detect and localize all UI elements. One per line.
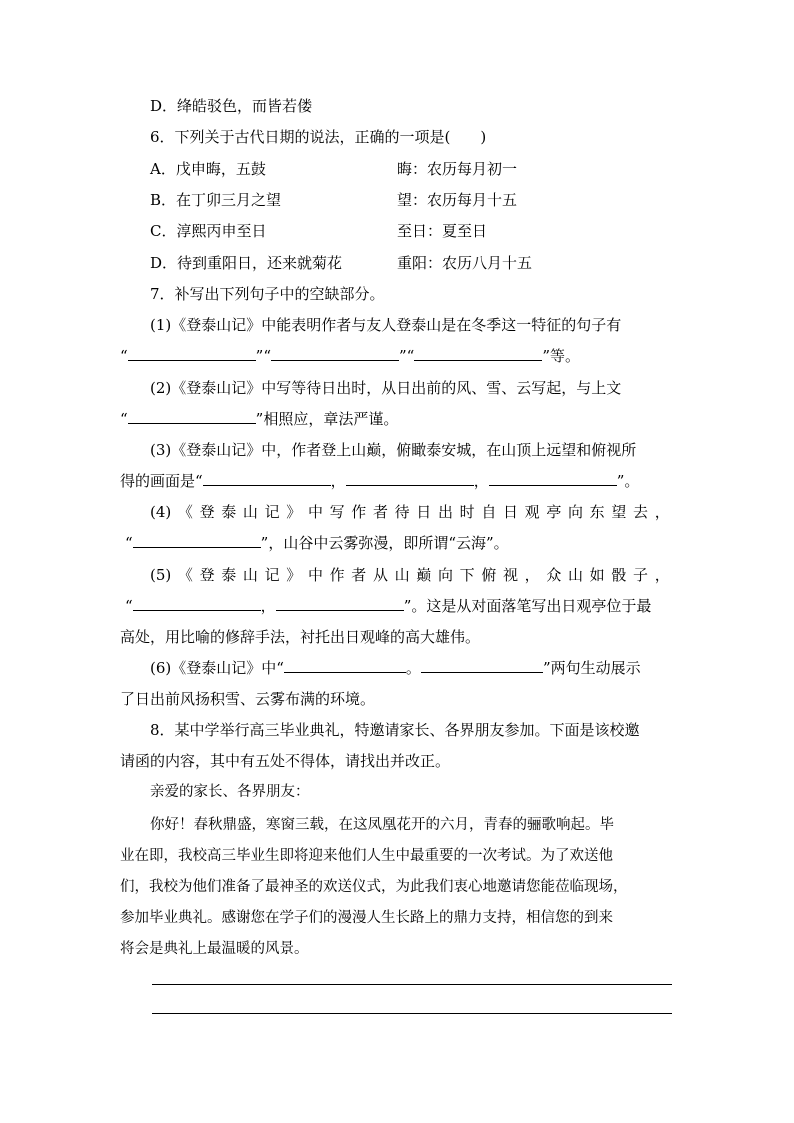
answer-blank[interactable] (276, 595, 404, 611)
char: 向 (437, 566, 453, 584)
q8-stem-line1: 8．某中学举行高三毕业典礼，特邀请家长、各界朋友参加。下面是该校邀 (150, 721, 640, 739)
q6-option-c-note: 至日：夏至日 (397, 222, 488, 240)
period: 。 (405, 659, 421, 677)
char: 下 (459, 566, 475, 584)
char: 亭 (546, 503, 562, 521)
char: 巅 (416, 566, 432, 584)
char: 山 (394, 566, 410, 584)
answer-blank[interactable] (203, 470, 331, 486)
q6-stem: 6．下列关于古代日期的说法，正确的一项是( ) (150, 128, 487, 146)
quote-close: ”相照应，章法严谨。 (255, 410, 399, 428)
q6-option-d: D．待到重阳日，还来就菊花 (150, 254, 343, 272)
char: 如 (589, 566, 605, 584)
answer-line[interactable] (152, 984, 672, 985)
char: 望 (611, 503, 627, 521)
char: 出 (437, 503, 453, 521)
answer-blank[interactable] (414, 345, 542, 361)
char: (4) (150, 503, 172, 521)
char: 骰 (611, 566, 627, 584)
q7-s1-line2 (120, 345, 580, 367)
comma: ， (260, 597, 276, 615)
char: 》 (286, 566, 302, 584)
char: 众 (546, 566, 562, 584)
quote-close: ”。 (616, 472, 640, 490)
q6-option-a-note: 晦：农历每月初一 (397, 160, 518, 178)
char: 中 (307, 503, 323, 521)
char: 《 (177, 566, 193, 584)
char: 日 (416, 503, 432, 521)
char: 写 (329, 503, 345, 521)
char: (5) (150, 566, 172, 584)
char: 中 (307, 566, 323, 584)
char: 作 (351, 503, 367, 521)
char: 从 (372, 566, 388, 584)
char: 登 (199, 566, 215, 584)
trail-text: ”两句生动展示 (542, 659, 641, 677)
q7-s5-line3: 高处，用比喻的修辞手法，衬托出日观峰的高大雄伟。 (120, 628, 481, 646)
quote-open: “ (125, 597, 133, 615)
char: 子 (633, 566, 649, 584)
char: ， (654, 566, 670, 584)
char: 登 (199, 503, 215, 521)
q7-s2-line1: (2)《登泰山记》中写等待日出时，从日出前的风、雪、云写起，与上文 (150, 379, 622, 397)
q7-s6-line2: 了日出前风扬积雪、云雾布满的环境。 (120, 690, 376, 708)
quote-sep: ”“ (399, 347, 415, 365)
char: 泰 (221, 566, 237, 584)
answer-blank[interactable] (128, 408, 256, 424)
answer-blank[interactable] (271, 345, 399, 361)
q6-option-d-note: 重阳：农历八月十五 (397, 254, 533, 272)
char: 作 (329, 566, 345, 584)
char: 向 (568, 503, 584, 521)
trail-text: ”，山谷中云雾弥漫，即所谓“云海”。 (260, 534, 509, 552)
q7-s1-line1: (1)《登泰山记》中能表明作者与友人登泰山是在冬季这一特征的句子有 (150, 316, 622, 334)
q7-s2-line2 (120, 408, 398, 430)
char: ， (654, 503, 670, 521)
q6-option-b: B．在丁卯三月之望 (150, 191, 282, 209)
q7-s3-line1: (3)《登泰山记》中，作者登上山巅，俯瞰泰安城，在山顶上远望和俯视所 (150, 441, 637, 459)
answer-blank[interactable] (284, 657, 406, 673)
q7-s5-line2 (125, 595, 651, 617)
letter-body-line: 你好！春秋鼎盛，寒窗三载，在这凤凰花开的六月，青春的骊歌响起。毕 (150, 817, 614, 833)
answer-blank[interactable] (133, 595, 261, 611)
answer-blank[interactable] (346, 470, 474, 486)
answer-blank[interactable] (128, 345, 256, 361)
letter-salutation: 亲爱的家长、各界朋友： (150, 784, 310, 800)
char: 《 (177, 503, 193, 521)
quote-open: “ (120, 410, 128, 428)
char: 观 (524, 503, 540, 521)
char: 视 (502, 566, 518, 584)
char: 者 (372, 503, 388, 521)
char: 者 (351, 566, 367, 584)
q7-s4-line1 (150, 501, 670, 523)
char: 泰 (221, 503, 237, 521)
char: ， (524, 566, 540, 584)
lead-text: (6)《登泰山记》中“ (150, 659, 284, 677)
char: 自 (481, 503, 497, 521)
q7-s6-line1 (150, 657, 641, 679)
char: 东 (589, 503, 605, 521)
letter-body-line: 将会是典礼上最温暖的风景。 (120, 941, 309, 957)
comma: ， (473, 472, 489, 490)
answer-blank[interactable] (133, 532, 261, 548)
char: 山 (242, 566, 258, 584)
char: 俯 (481, 566, 497, 584)
answer-blank[interactable] (489, 470, 617, 486)
q6-option-b-note: 望：农历每月十五 (397, 191, 518, 209)
quote-sep: ”“ (255, 347, 272, 365)
q7-s5-line1 (150, 564, 670, 586)
char: 去 (633, 503, 649, 521)
q8-stem-line2: 请函的内容，其中有五处不得体，请找出并改正。 (120, 752, 451, 770)
char: 记 (264, 503, 280, 521)
char: 》 (286, 503, 302, 521)
char: 日 (502, 503, 518, 521)
comma: ， (330, 472, 346, 490)
char: 记 (264, 566, 280, 584)
letter-body-line: 业在即，我校高三毕业生即将迎来他们人生中最重要的一次考试。为了欢送他 (120, 848, 613, 864)
char: 山 (242, 503, 258, 521)
trail-text: ”。这是从对面落笔写出日观亭位于最 (403, 597, 652, 615)
char: 时 (459, 503, 475, 521)
letter-body-line: 们，我校为他们准备了最神圣的欢送仪式，为此我们衷心地邀请您能莅临现场， (120, 879, 628, 895)
answer-blank[interactable] (421, 657, 543, 673)
q5-option-d: D．绛皓驳色，而皆若偻 (150, 97, 313, 115)
letter-body-line: 参加毕业典礼。感谢您在学子们的漫漫人生长路上的鼎力支持，相信您的到来 (120, 910, 613, 926)
quote-close: ”等。 (542, 347, 581, 365)
q7-s4-line2 (125, 532, 509, 554)
char: 山 (568, 566, 584, 584)
q6-option-c: C．淳熙丙申至日 (150, 222, 267, 240)
quote-open: “ (120, 347, 128, 365)
q7-s3-line2 (120, 470, 639, 492)
q7-stem: 7．补写出下列句子中的空缺部分。 (150, 285, 385, 303)
answer-line[interactable] (152, 1013, 672, 1014)
char: 待 (394, 503, 410, 521)
q6-option-a: A．戊申晦，五鼓 (150, 160, 266, 178)
lead-text: 得的画面是“ (120, 472, 203, 490)
quote-open: “ (125, 534, 133, 552)
